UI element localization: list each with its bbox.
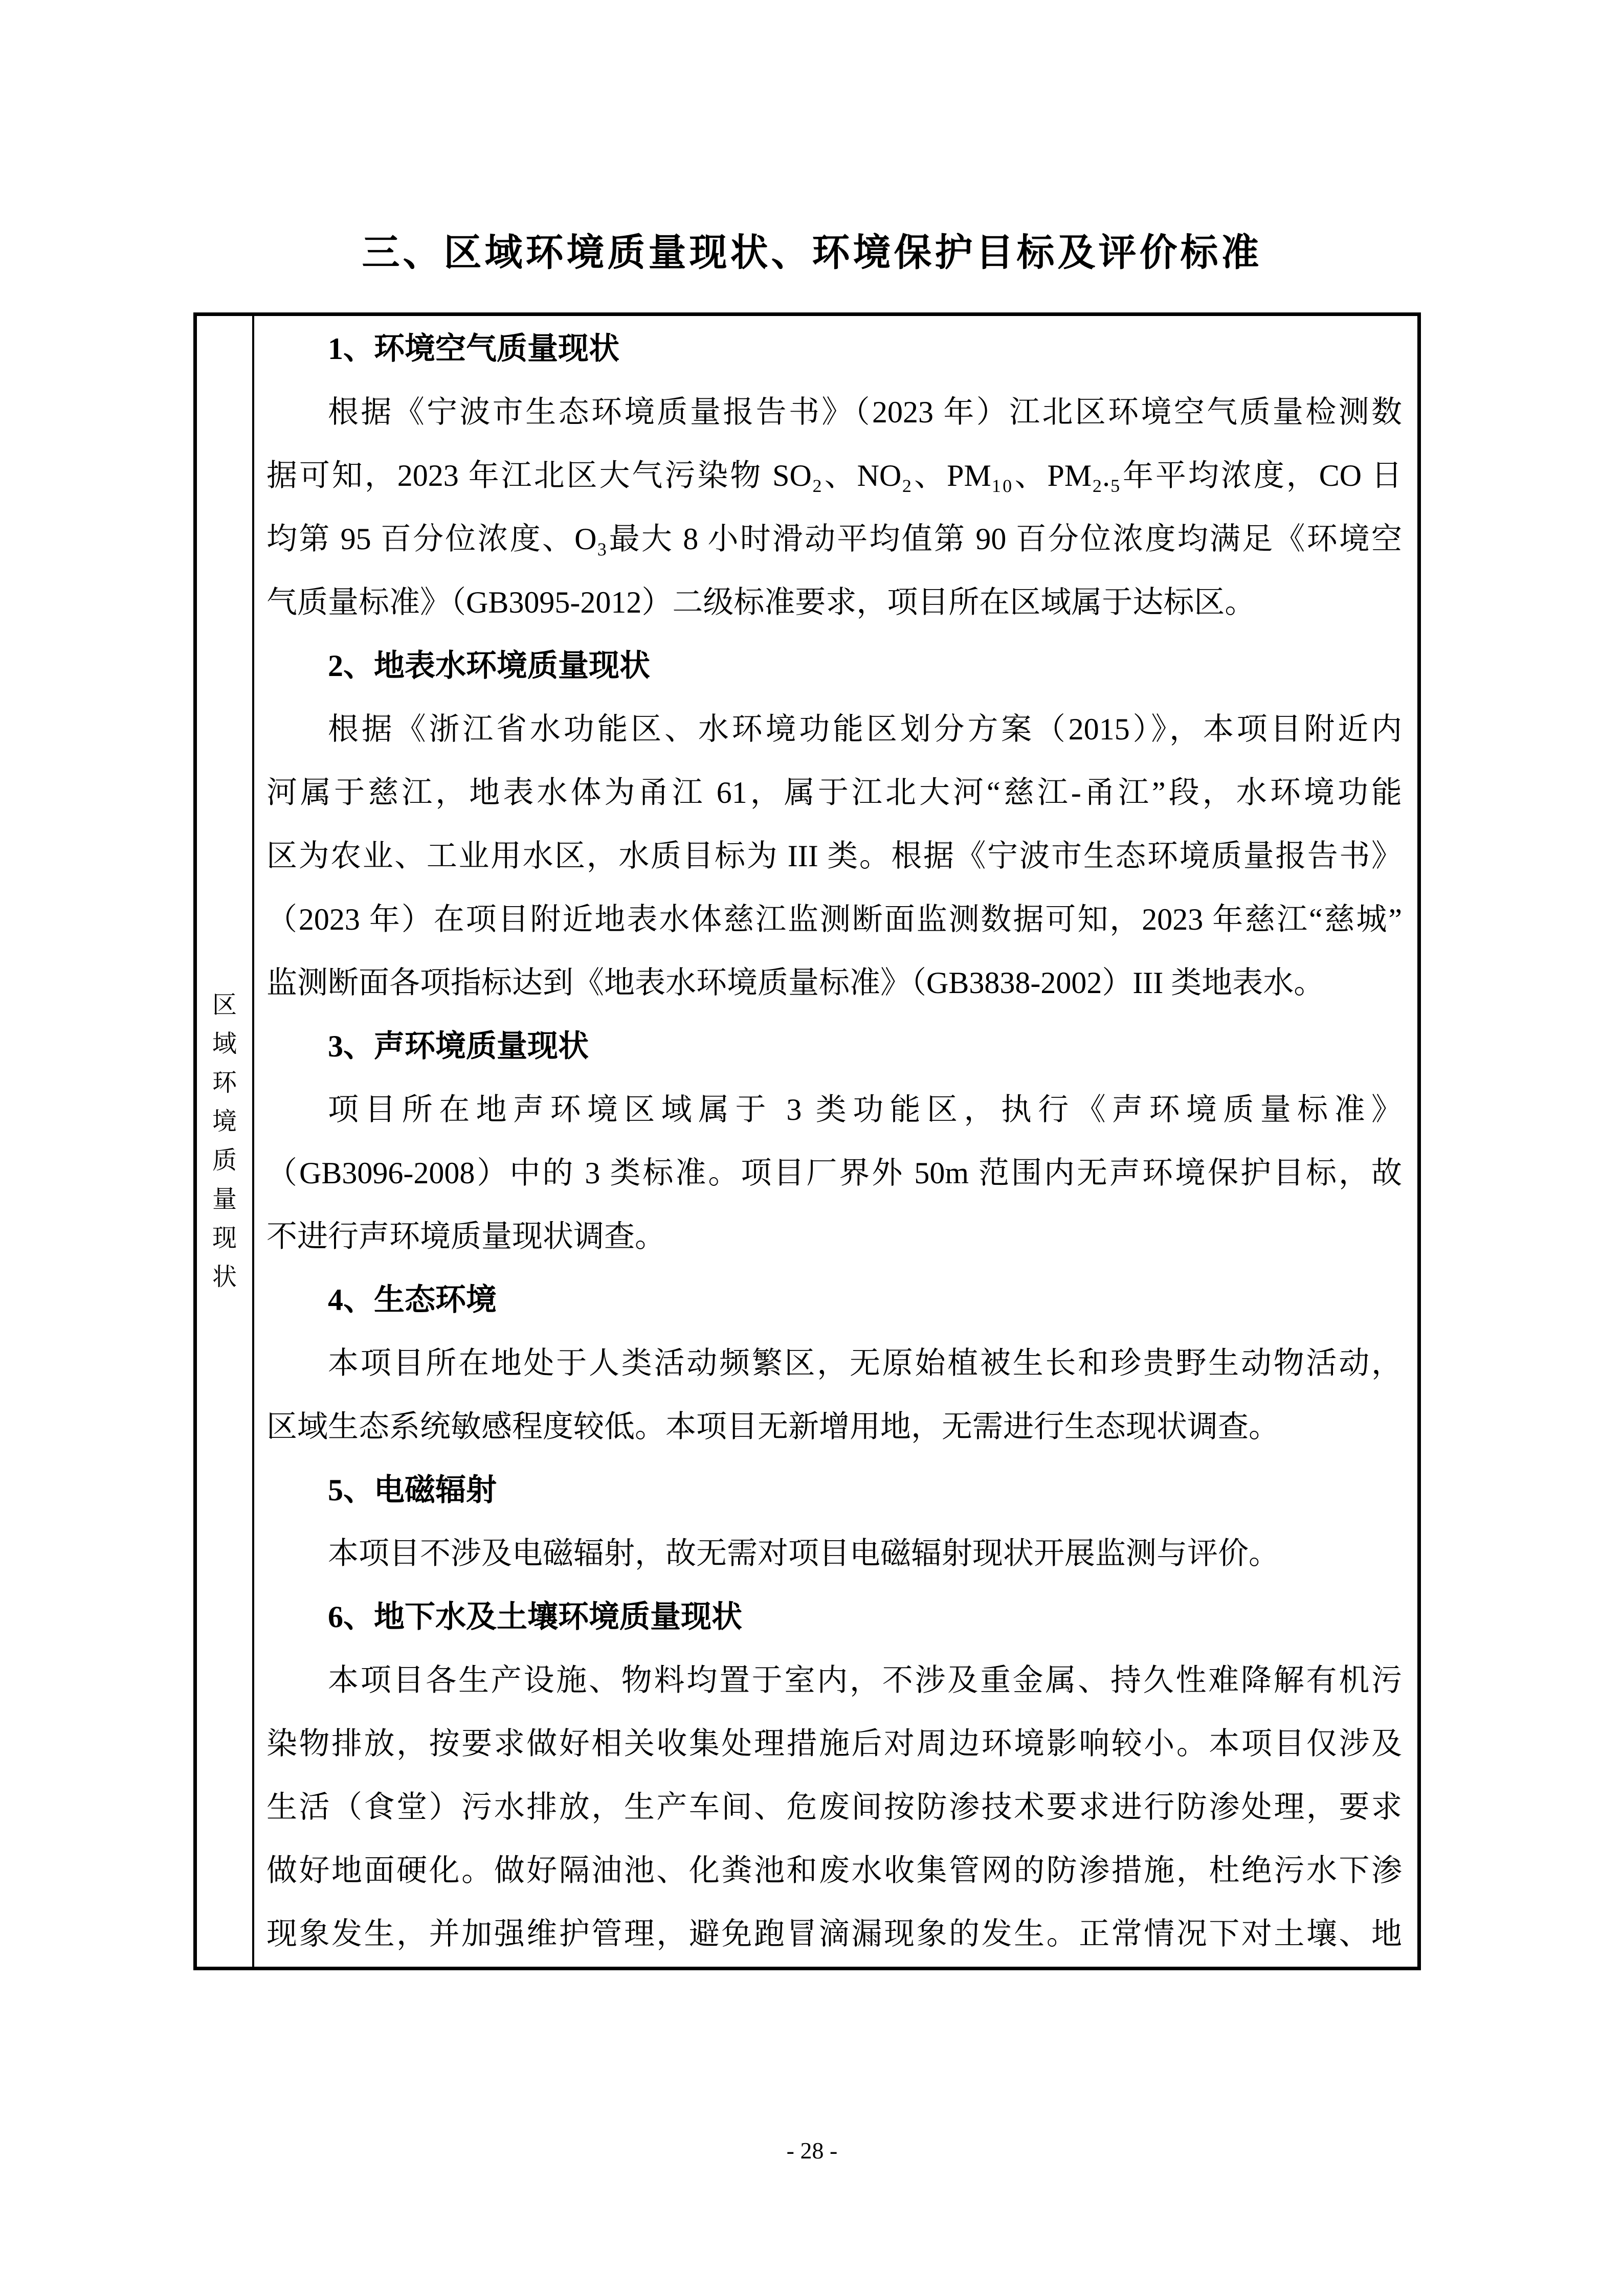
- text-line: 不进行声环境质量现状调查。: [266, 1220, 665, 1253]
- section-heading-surface-water: 2、地表水环境质量现状: [328, 649, 650, 683]
- section-heading-air: 1、环境空气质量现状: [328, 332, 619, 366]
- page-title: 三、区域环境质量现状、环境保护目标及评价标准: [362, 231, 1262, 274]
- row-header-char: 域: [212, 1030, 237, 1057]
- text-line: （GB3096-2008）中的 3 类标准。项目厂界外 50m 范围内无声环境保护目标，故: [266, 1156, 1402, 1190]
- row-header-char: 状: [212, 1264, 237, 1291]
- row-header-char: 现: [212, 1225, 237, 1252]
- section-heading-ecology: 4、生态环境: [328, 1283, 497, 1317]
- text-line: 本项目各生产设施、物料均置于室内，不涉及重金属、持久性难降解有机污: [328, 1663, 1402, 1697]
- text-line: 区为农业、工业用水区，水质目标为 III 类。根据《宁波市生态环境质量报告书》: [266, 839, 1402, 873]
- row-header-char: 量: [212, 1186, 237, 1213]
- text-line: 染物排放，按要求做好相关收集处理措施后对周边环境影响较小。本项目仅涉及: [266, 1727, 1402, 1761]
- text-line: 根据《宁波市生态环境质量报告书》（2023 年）江北区环境空气质量检测数: [328, 395, 1402, 429]
- row-header-char: 境: [212, 1108, 237, 1135]
- text-line: 项目所在地声环境区域属于 3 类功能区，执行《声环境质量标准》: [328, 1093, 1402, 1127]
- text-line: 据可知，2023 年江北区大气污染物 SO₂、NO₂、PM₁₀、PM₂.₅年平均浓度，CO 日: [266, 459, 1402, 492]
- region-environment-table: [193, 312, 1421, 1970]
- section-heading-groundwater-soil: 6、地下水及土壤环境质量现状: [328, 1600, 742, 1634]
- row-header-char: 环: [212, 1069, 237, 1096]
- text-line: 本项目所在地处于人类活动频繁区，无原始植被生长和珍贵野生动物活动，: [328, 1346, 1402, 1380]
- text-line: 河属于慈江，地表水体为甬江 61，属于江北大河“慈江-甬江”段，水环境功能: [266, 776, 1402, 809]
- text-line: 做好地面硬化。做好隔油池、化粪池和废水收集管网的防渗措施，杜绝污水下渗: [266, 1854, 1402, 1887]
- text-line: （2023 年）在项目附近地表水体慈江监测断面监测数据可知，2023 年慈江“慈城”: [266, 903, 1402, 936]
- text-line: 本项目不涉及电磁辐射，故无需对项目电磁辐射现状开展监测与评价。: [328, 1537, 1279, 1570]
- row-header-char: 质: [212, 1147, 237, 1174]
- table-row-header: [197, 316, 254, 1967]
- text-line: 区域生态系统敏感程度较低。本项目无新增用地，无需进行生态现状调查。: [266, 1410, 1279, 1444]
- page-number: - 28 -: [786, 2137, 838, 2164]
- section-heading-noise: 3、声环境质量现状: [328, 1029, 589, 1063]
- table-cell-content: [254, 316, 1417, 1967]
- text-line: 现象发生，并加强维护管理，避免跑冒滴漏现象的发生。正常情况下对土壤、地: [266, 1917, 1402, 1951]
- text-line: 均第 95 百分位浓度、O₃最大 8 小时滑动平均值第 90 百分位浓度均满足《环境空: [266, 522, 1402, 556]
- row-header-char: 区: [212, 992, 237, 1019]
- text-line: 生活（食堂）污水排放，生产车间、危废间按防渗技术要求进行防渗处理，要求: [266, 1790, 1402, 1824]
- text-line: 根据《浙江省水功能区、水环境功能区划分方案（2015）》，本项目附近内: [328, 712, 1402, 746]
- section-heading-electromagnetic: 5、电磁辐射: [328, 1473, 497, 1507]
- text-line: 监测断面各项指标达到《地表水环境质量标准》（GB3838-2002）III 类地表水。: [266, 966, 1325, 1000]
- text-line: 气质量标准》（GB3095-2012）二级标准要求，项目所在区域属于达标区。: [266, 586, 1256, 619]
